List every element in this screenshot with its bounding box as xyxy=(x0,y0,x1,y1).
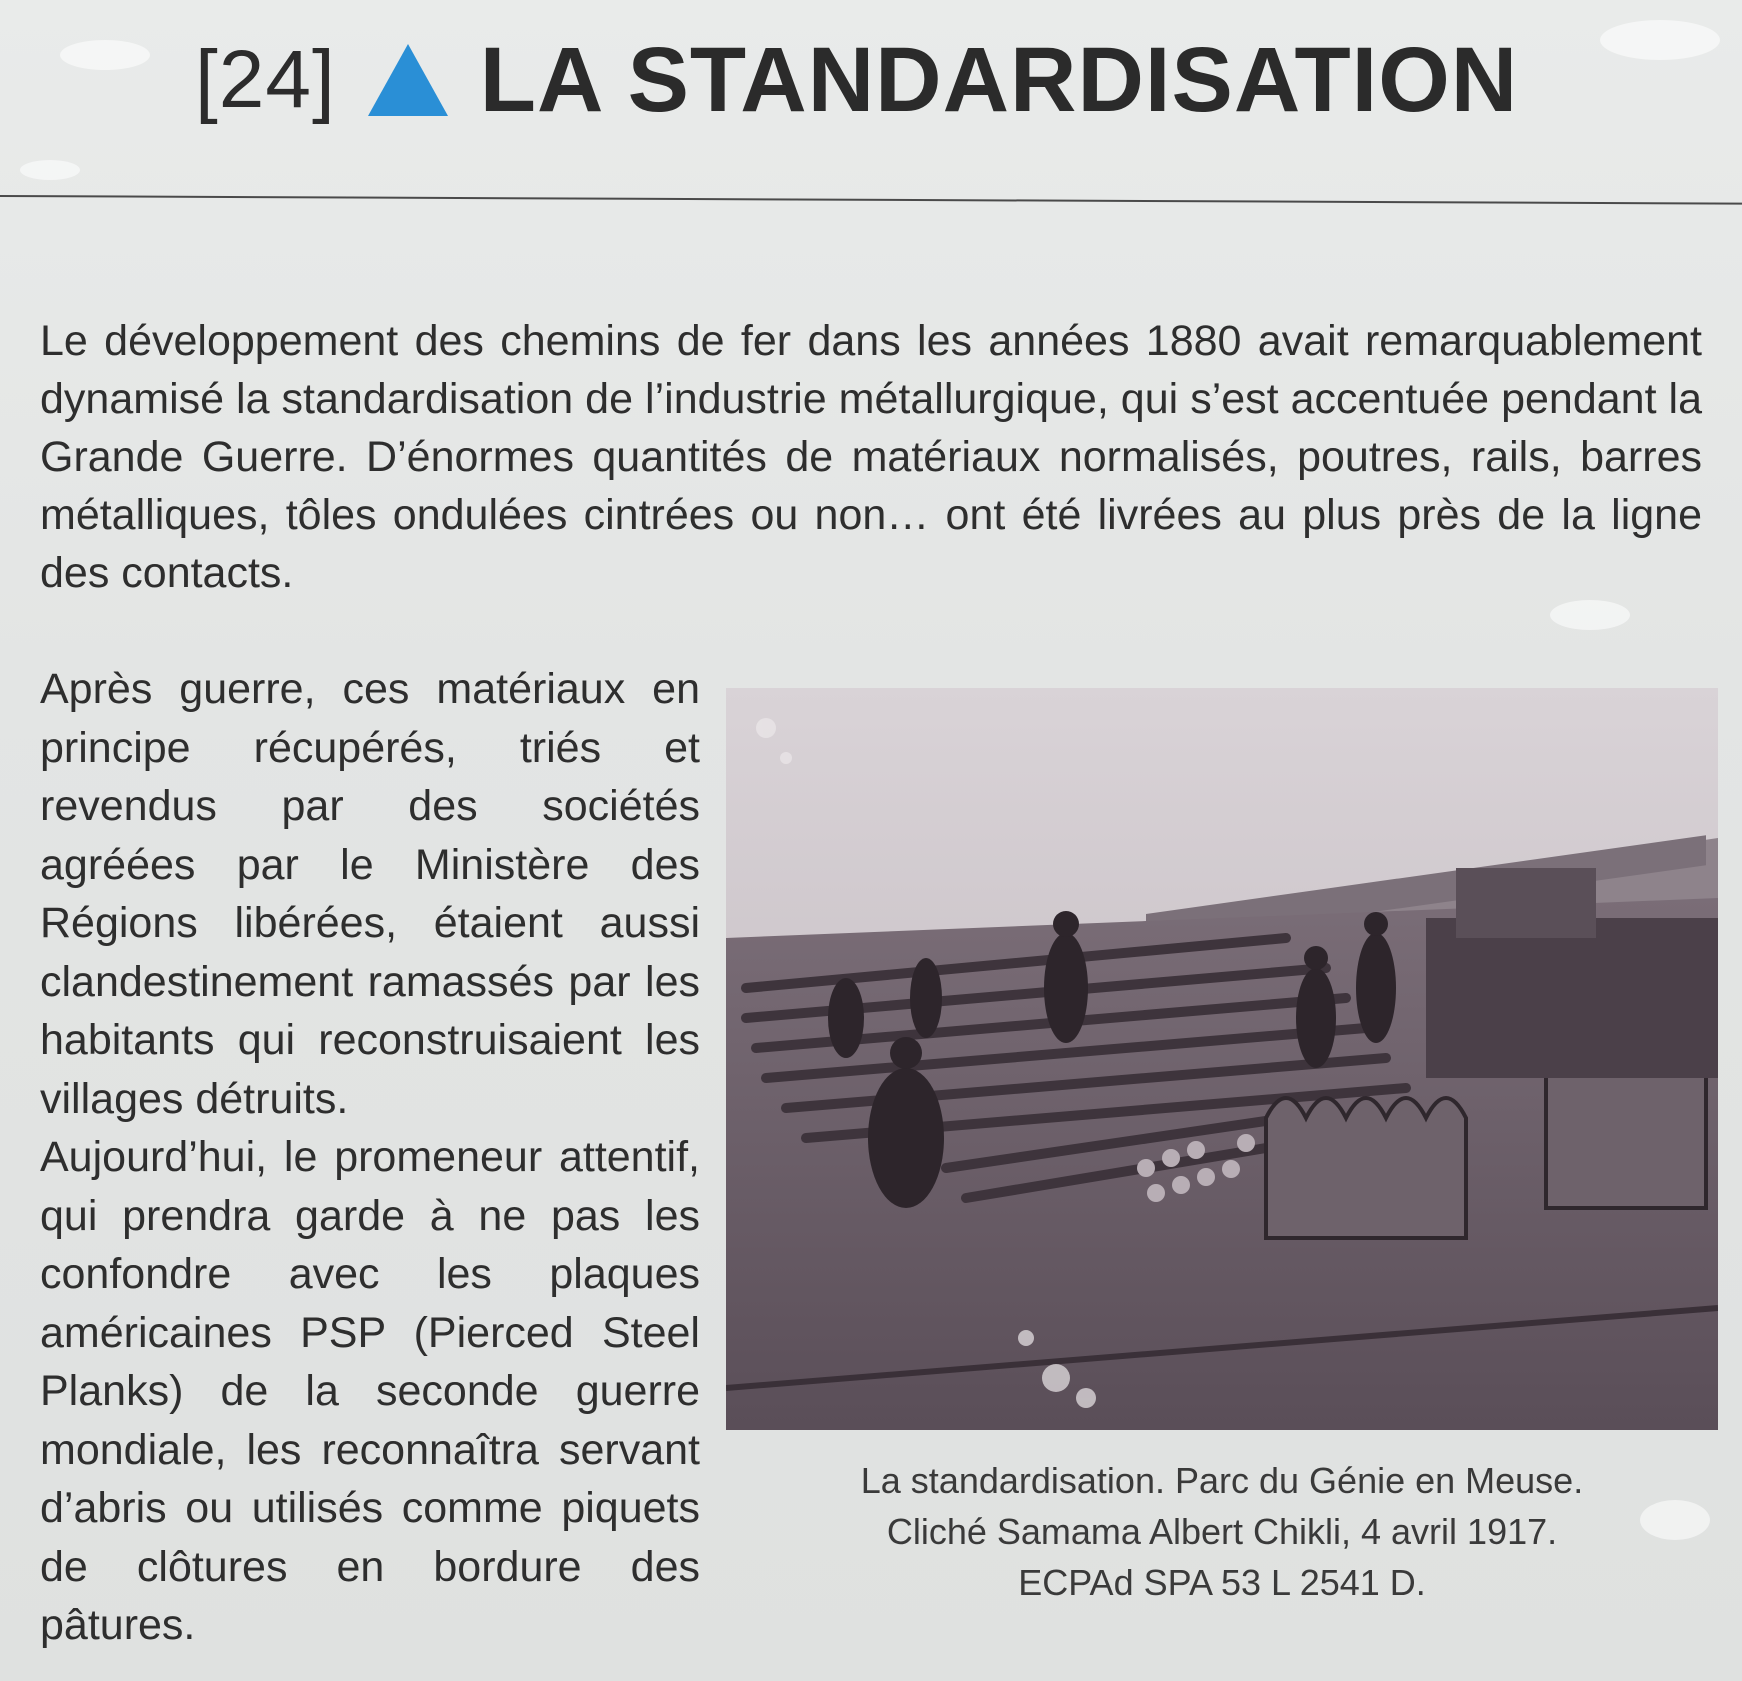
page-title: LA STANDARDISATION xyxy=(479,28,1519,131)
body-paragraph: Aujourd’hui, le promeneur attentif, qui prendra garde à ne pas les confondre avec les plaques américaines PSP (Pierced Steel Planks) de la seconde guerre mondiale, les reconnaîtra servant d’abris ou utilisés comme piquets de clôtures en bordure des pâtures. xyxy=(40,1133,700,1649)
title-row xyxy=(195,30,1518,130)
left-column xyxy=(40,660,700,1655)
intro-paragraph: Le développement des chemins de fer dans les années 1880 avait remarquablement dynamisé la standardisation de l’industrie métallurgique, qui s’est accentuée pendant la Grande Guerre. D’énormes quantités de matériaux normalisés, poutres, rails, barres métalliques, tôles ondulées cintrées ou non… ont été livrées au plus près de la ligne des contacts. xyxy=(40,317,1702,597)
weathering-spot xyxy=(60,40,150,70)
caption-line: Cliché Samama Albert Chikli, 4 avril 1917. xyxy=(886,1511,1558,1552)
panel-number: [24] xyxy=(195,34,336,125)
body-paragraph: Après guerre, ces matériaux en principe récupérés, triés et revendus par des sociétés agréées par le Ministère des Régions libérées, étaient aussi clandestinement ramassés par les habitants qui reconstruisaient les villages détruits. xyxy=(40,665,700,1123)
photo-illustration xyxy=(726,688,1718,1430)
historical-photo xyxy=(726,688,1718,1430)
weathering-spot xyxy=(1550,600,1630,630)
caption-line: ECPAd SPA 53 L 2541 D. xyxy=(1018,1562,1426,1603)
blue-triangle-icon xyxy=(368,44,448,116)
weathering-spot xyxy=(1600,20,1720,60)
photo-caption xyxy=(726,1455,1718,1608)
weathering-spot xyxy=(20,160,80,180)
caption-line: La standardisation. Parc du Génie en Meuse. xyxy=(860,1460,1584,1501)
